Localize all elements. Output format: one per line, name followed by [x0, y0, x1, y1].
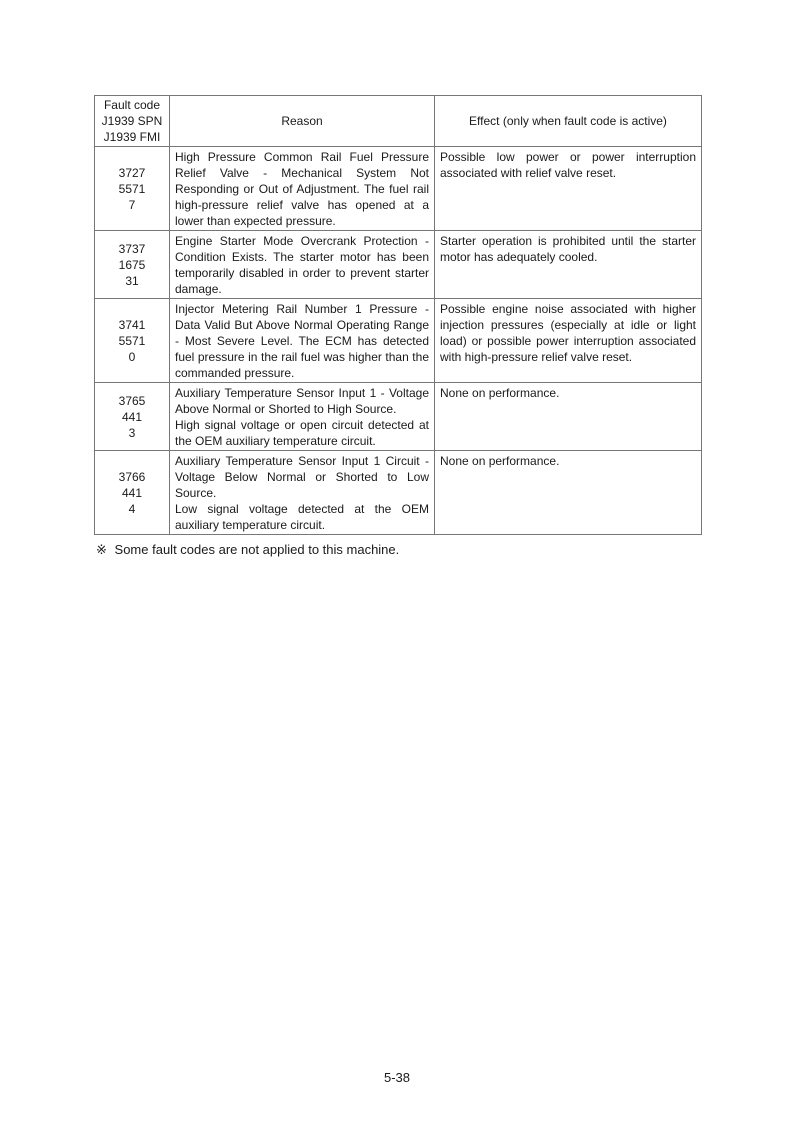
reference-mark-icon: ※ — [96, 542, 107, 557]
fmi-value: 4 — [128, 502, 136, 516]
fmi-value: 7 — [128, 198, 136, 212]
table-row — [95, 383, 702, 451]
reason-text: Auxiliary Temperature Sensor Input 1 Circuit - Voltage Below Normal or Shorted to Low Source. — [175, 454, 429, 500]
header-fault-code — [95, 96, 170, 147]
code-value: 3766 — [118, 470, 146, 484]
spn-value: 5571 — [118, 182, 146, 196]
code-value: 3737 — [118, 242, 146, 256]
effect-cell: None on performance. — [435, 383, 702, 451]
header-reason: Reason — [170, 96, 435, 147]
code-cell — [95, 147, 170, 231]
header-spn-line: J1939 SPN — [101, 114, 163, 128]
table-row — [95, 231, 702, 299]
reason-cell: Injector Metering Rail Number 1 Pressure - Data Valid But Above Normal Operating Range - Most Severe Level. The ECM has detected fuel pressure in the rail fuel was higher than the commanded pressure. — [170, 299, 435, 383]
code-value: 3727 — [118, 166, 146, 180]
code-value: 3765 — [118, 394, 146, 408]
table-row — [95, 299, 702, 383]
footnote — [96, 542, 399, 558]
reason-detail-text: High signal voltage or open circuit detected at the OEM auxiliary temperature circuit. — [175, 418, 429, 448]
effect-cell: Possible low power or power interruption associated with relief valve reset. — [435, 147, 702, 231]
header-fmi-line: J1939 FMI — [103, 130, 161, 144]
spn-value: 441 — [121, 410, 143, 424]
header-fault-code-line: Fault code — [103, 98, 161, 112]
effect-cell: None on performance. — [435, 451, 702, 535]
fmi-value: 31 — [125, 274, 139, 288]
reason-cell — [170, 383, 435, 451]
fmi-value: 0 — [128, 350, 136, 364]
header-effect: Effect (only when fault code is active) — [435, 96, 702, 147]
reason-detail-text: Low signal voltage detected at the OEM auxiliary temperature circuit. — [175, 502, 429, 532]
footnote-text: Some fault codes are not applied to this machine. — [114, 542, 400, 557]
spn-value: 441 — [121, 486, 143, 500]
table-row — [95, 451, 702, 535]
fault-code-table — [94, 95, 702, 535]
code-value: 3741 — [118, 318, 146, 332]
reason-cell: High Pressure Common Rail Fuel Pressure Relief Valve - Mechanical System Not Responding or Out of Adjustment. The fuel rail high-pressure relief valve has opened at a lower than expected pressure. — [170, 147, 435, 231]
fmi-value: 3 — [128, 426, 136, 440]
reason-text: Auxiliary Temperature Sensor Input 1 - Voltage Above Normal or Shorted to High Source. — [175, 386, 429, 416]
spn-value: 5571 — [118, 334, 146, 348]
effect-cell: Starter operation is prohibited until the starter motor has adequately cooled. — [435, 231, 702, 299]
effect-cell: Possible engine noise associated with higher injection pressures (especially at idle or light load) or possible power interruption associated with high-pressure relief valve reset. — [435, 299, 702, 383]
page-number: 5-38 — [383, 1070, 411, 1085]
reason-cell — [170, 451, 435, 535]
code-cell — [95, 451, 170, 535]
code-cell — [95, 383, 170, 451]
table-header-row — [95, 96, 702, 147]
spn-value: 1675 — [118, 258, 146, 272]
code-cell — [95, 299, 170, 383]
code-cell — [95, 231, 170, 299]
reason-cell: Engine Starter Mode Overcrank Protection - Condition Exists. The starter motor has been temporarily disabled in order to prevent starter damage. — [170, 231, 435, 299]
table-row — [95, 147, 702, 231]
